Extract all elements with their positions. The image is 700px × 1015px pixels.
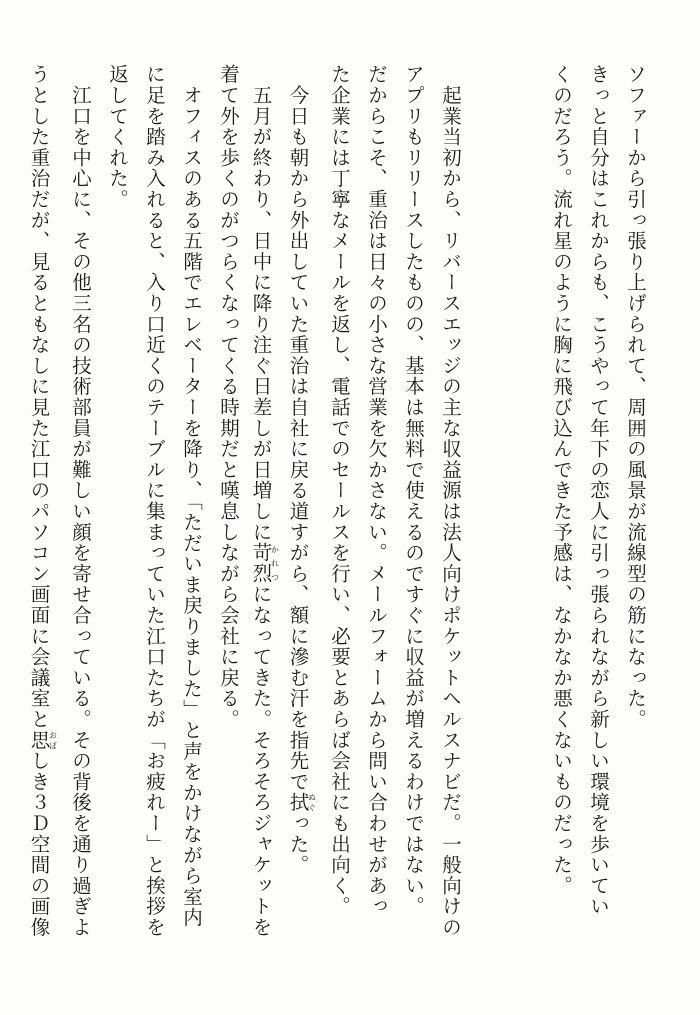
furigana-reading: おぼ [48, 729, 58, 751]
text-column-9: た企業には丁寧なメールを返し、電話でのセールスを行い、必要とあらば会社にも出向く。 [328, 64, 351, 917]
text-column-14: に足を踏み入れると、入り口近くのテーブルに集まっていた江口たちが「お疲れー」と挨拶を [143, 64, 166, 938]
text-column-7: アプリもリリースしたものの、基本は無料で使えるのですぐに収益が増えるわけではない。 [402, 64, 425, 917]
text-column-3: くのだろう。流れ星のように胸に飛び込んできた予感は、なかなか悪くないものだった。 [550, 64, 573, 896]
text-column-13: オフィスのある五階でエレベーターを降り、「ただいま戻りました」と声をかけながら室内 [180, 64, 203, 928]
text-column-16: 江口を中心に、その他三名の技術部員が難しい顔を寄せ合っている。その背後を通り過ぎよ [69, 64, 92, 938]
furigana: 拭ぬぐ [286, 792, 317, 813]
text-column-1: ソファーから引っ張り上げられて、周囲の風景が流線型の筋になった。 [624, 64, 647, 730]
text-column-8: だからこそ、重治は日々の小さな営業を欠かさない。メールフォームから問い合わせがあっ [365, 64, 388, 917]
text-column-12: 着て外を歩くのがつらくなってくる時期だと嘆息しながら会社に戻る。 [217, 64, 240, 730]
text-column-10: 今日も朝から外出していた重治は自社に戻る道すがら、額に滲む汗を指先で拭ぬぐった。 [286, 64, 317, 876]
text-column-11: 五月が終わり、日中に降り注ぐ日差しが日増しに苛烈かれつになってきた。そろそろジャケットを [249, 64, 280, 938]
furigana: 思おぼ [27, 729, 58, 751]
text-column-blank-1 [510, 64, 538, 960]
text-column-6: 起業当初から、リバースエッジの主な収益源は法人向けポケットヘルスナビだ。一般向けの [439, 64, 462, 938]
furigana: 苛烈かれつ [249, 542, 280, 585]
furigana-reading: ぬぐ [307, 792, 317, 813]
text-column-2: きっと自分はこれからも、こうやって年下の恋人に引っ張られながら新しい環境を歩いてい [587, 64, 610, 917]
text-column-blank-2 [473, 64, 501, 960]
text-column-17: うとした重治だが、見るともなしに見た江口のパソコン画面に会議室と思おぼしき３Ｄ空間の画像 [27, 64, 58, 938]
vertical-text-body [27, 64, 649, 960]
text-column-15: 返してくれた。 [106, 64, 129, 210]
furigana-reading: かれつ [270, 542, 280, 584]
